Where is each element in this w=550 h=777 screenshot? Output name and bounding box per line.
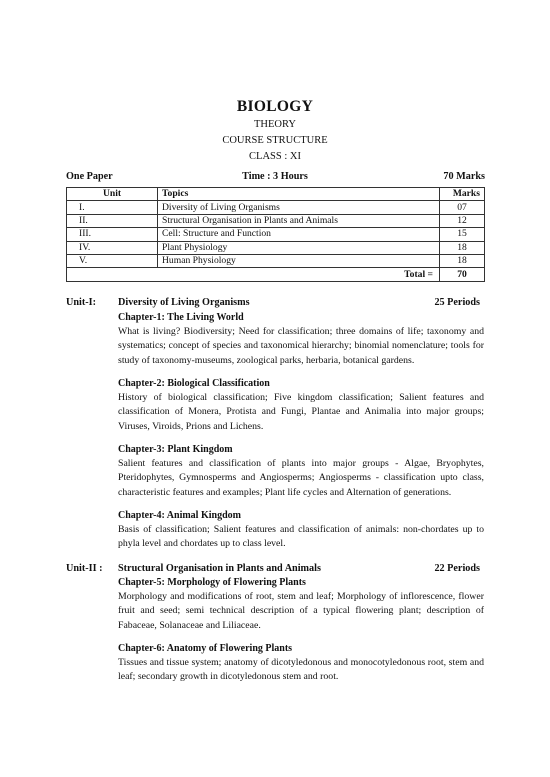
unit-cell: IV. <box>67 241 158 254</box>
time-label: Time : 3 Hours <box>242 171 308 182</box>
table-row <box>67 254 485 267</box>
column-header-topics: Topics <box>158 188 440 201</box>
unit-title: Structural Organisation in Plants and Animals <box>118 563 321 574</box>
total-label: Total = <box>67 268 440 281</box>
unit-label: Unit-I: <box>66 297 96 308</box>
total-marks-label: 70 Marks <box>443 171 485 182</box>
unit-title: Diversity of Living Organisms <box>118 297 250 308</box>
topic-cell: Cell: Structure and Function <box>158 228 440 241</box>
marks-cell: 12 <box>440 214 485 227</box>
subtitle-course-structure: COURSE STRUCTURE <box>222 135 328 146</box>
table-header-row <box>67 188 485 201</box>
chapter-heading: Chapter-4: Animal Kingdom <box>118 510 241 521</box>
marks-table <box>66 187 485 282</box>
unit-periods: 22 Periods <box>434 563 480 574</box>
chapter-text: History of biological classification; Five kingdom classification; Salient features and classification of Monera, Protista and Fungi, Plantae and Animalia into major groups; Viruses, Viroids, Prions and Lichens. <box>118 392 484 432</box>
topic-cell: Structural Organisation in Plants and Animals <box>158 214 440 227</box>
chapter-text: Basis of classification; Salient features and classification of animals: non-chordates up to phyla level and chordates up to class level. <box>118 524 484 550</box>
chapter-text: Morphology and modifications of root, stem and leaf; Morphology of inflorescence, flower fruit and seed; semi technical description of a typical flowering plant; description of Fabaceae, Solanaceae and Liliaceae. <box>118 591 484 631</box>
chapter-text: Tissues and tissue system; anatomy of dicotyledonous and monocotyledonous root, stem and leaf; secondary growth in dicotyledonous stem and root. <box>118 657 484 683</box>
unit-periods: 25 Periods <box>434 297 480 308</box>
chapter-heading: Chapter-5: Morphology of Flowering Plants <box>118 577 306 588</box>
table-row <box>67 214 485 227</box>
chapter-heading: Chapter-1: The Living World <box>118 312 244 323</box>
topic-cell: Diversity of Living Organisms <box>158 201 440 214</box>
column-header-marks: Marks <box>440 188 485 201</box>
paper-label: One Paper <box>66 171 113 182</box>
table-row <box>67 228 485 241</box>
chapter-text: What is living? Biodiversity; Need for classification; three domains of life; taxonomy and systematics; concept of species and taxonomical hierarchy; binomial nomenclature; tools for study of taxonomy-museums, zoological parks, herbaria, botanical gardens. <box>118 326 484 366</box>
topic-cell: Human Physiology <box>158 254 440 267</box>
marks-cell: 18 <box>440 241 485 254</box>
topic-cell: Plant Physiology <box>158 241 440 254</box>
subtitle-theory: THEORY <box>254 119 296 130</box>
subtitle-class: CLASS : XI <box>249 151 301 162</box>
unit-label: Unit-II : <box>66 563 103 574</box>
unit-cell: I. <box>67 201 158 214</box>
marks-cell: 07 <box>440 201 485 214</box>
table-row <box>67 201 485 214</box>
table-row <box>67 241 485 254</box>
unit-cell: V. <box>67 254 158 267</box>
total-value: 70 <box>440 268 485 281</box>
marks-cell: 18 <box>440 254 485 267</box>
marks-cell: 15 <box>440 228 485 241</box>
table-total-row <box>67 268 485 281</box>
column-header-unit: Unit <box>67 188 158 201</box>
chapter-heading: Chapter-2: Biological Classification <box>118 378 270 389</box>
chapter-heading: Chapter-6: Anatomy of Flowering Plants <box>118 643 293 654</box>
unit-cell: III. <box>67 228 158 241</box>
unit-cell: II. <box>67 214 158 227</box>
page-title: BIOLOGY <box>236 98 314 115</box>
chapter-heading: Chapter-3: Plant Kingdom <box>118 444 233 455</box>
chapter-text: Salient features and classification of plants into major groups - Algae, Bryophytes, Pteridophytes, Gymnosperms and Angiosperms; Angiosperms - classification upto class, characteristic features and examples; Plant life cycles and Alternation of generations. <box>118 458 484 498</box>
